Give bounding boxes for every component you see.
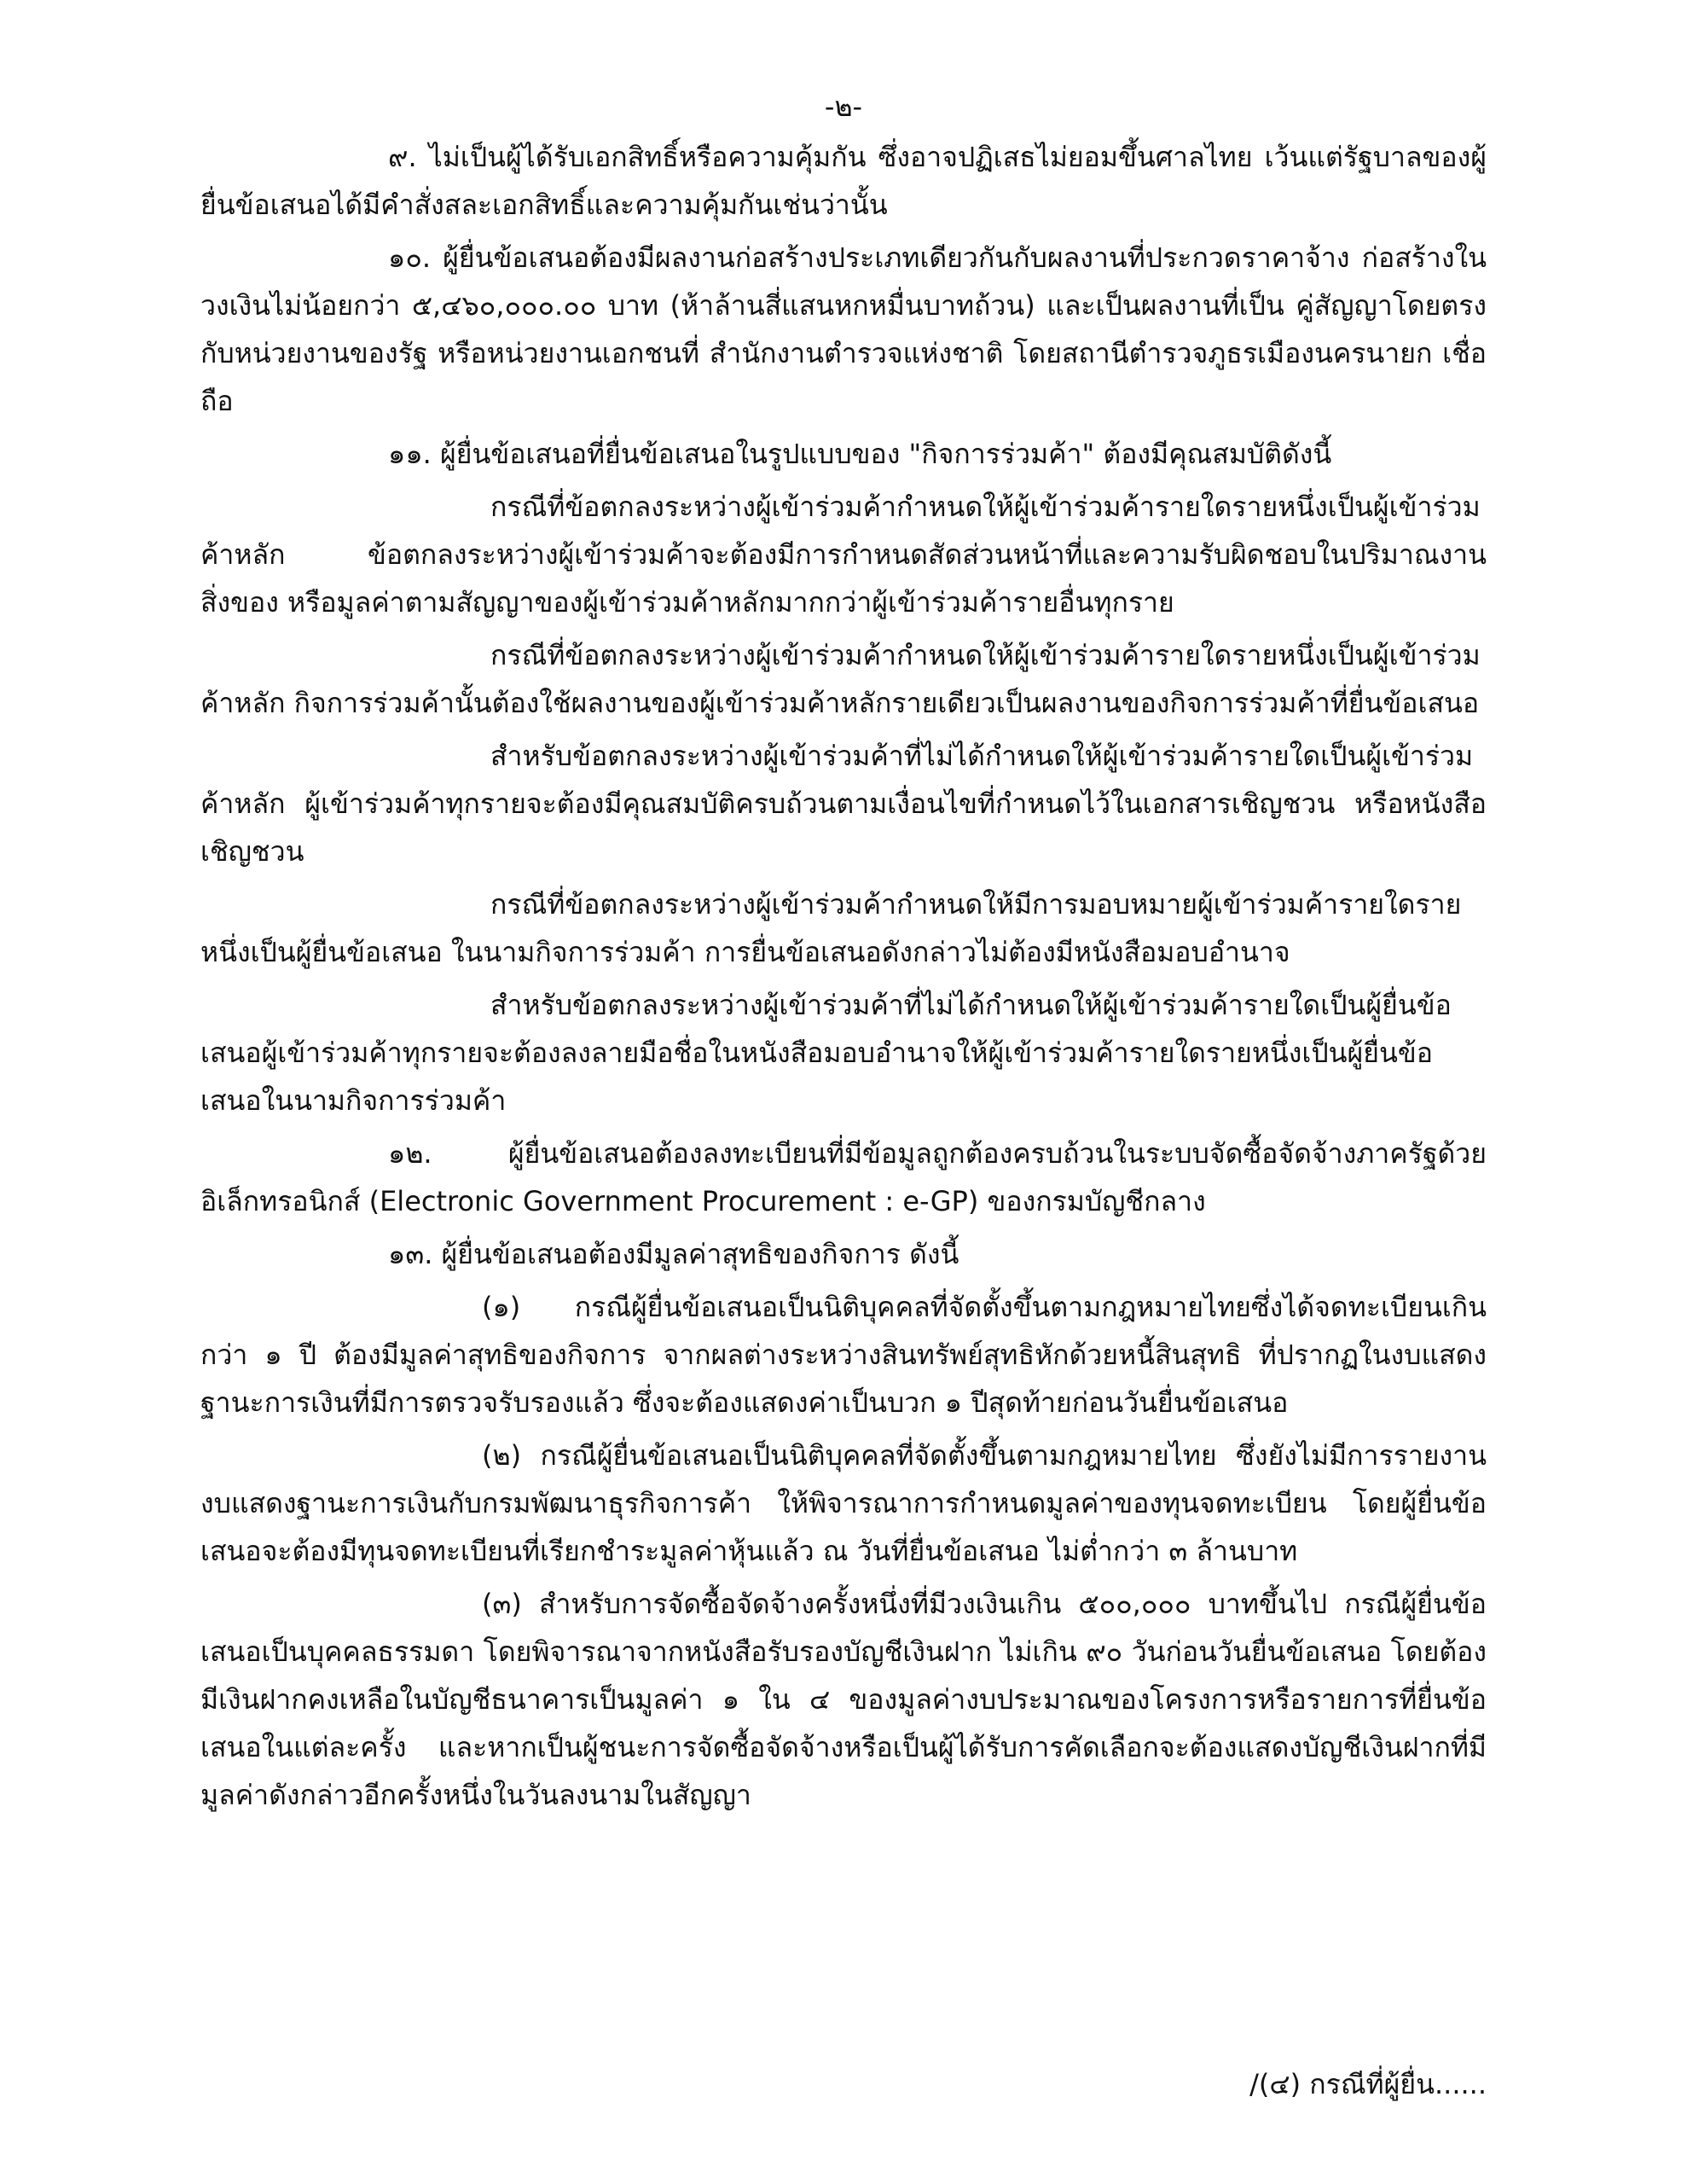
clause-11-case-assigned-bidder: กรณีที่ข้อตกลงระหว่างผู้เข้าร่วมค้ากำหนดให้มีการมอบหมายผู้เข้าร่วมค้ารายใดรายหนึ่งเป็นผู้ยื่นข้อเสนอ ในนามกิจการร่วมค้า การยื่นข้อเสนอดังกล่าวไม่ต้องมีหนังสือมอบอำนาจ	[200, 888, 1462, 968]
clause-13-item-3: (๓) สำหรับการจัดซื้อจัดจ้างครั้งหนึ่งที่มีวงเงินเกิน ๕๐๐,๐๐๐ บาทขึ้นไป กรณีผู้ยื่นข้อเสนอเป็นบุคคลธรรมดา โดยพิจารณาจากหนังสือรับรองบัญชีเงินฝาก ไม่เกิน ๙๐ วันก่อนวันยื่นข้อเสนอ โดยต้องมีเงินฝากคงเหลือในบัญชีธนาคารเป็นมูลค่า ๑ ใน ๔ ของมูลค่างบประมาณของโครงการหรือรายการที่ยื่นข้อเสนอในแต่ละครั้ง และหากเป็นผู้ชนะการจัดซื้อจัดจ้างหรือเป็นผู้ได้รับการคัดเลือกจะต้องแสดงบัญชีเงินฝากที่มีมูลค่าดังกล่าวอีกครั้งหนึ่งในวันลงนามในสัญญา	[200, 1588, 1487, 1811]
clause-10: ๑๐. ผู้ยื่นข้อเสนอต้องมีผลงานก่อสร้างประเภทเดียวกันกับผลงานที่ประกวดราคาจ้าง ก่อสร้างในวงเงินไม่น้อยกว่า ๕,๔๖๐,๐๐๐.๐๐ บาท (ห้าล้านสี่แสนหกหมื่นบาทถ้วน) และเป็นผลงานที่เป็น คู่สัญญาโดยตรงกับหน่วยงานของรัฐ หรือหน่วยงานเอกชนที่ สำนักงานตำรวจแห่งชาติ โดยสถานีตำรวจภูธรเมืองนครนายก เชื่อถือ	[200, 241, 1487, 417]
clause-11-case-lead-partner-responsibility: กรณีที่ข้อตกลงระหว่างผู้เข้าร่วมค้ากำหนดให้ผู้เข้าร่วมค้ารายใดรายหนึ่งเป็นผู้เข้าร่วมค้าหลัก ข้อตกลงระหว่างผู้เข้าร่วมค้าจะต้องมีการกำหนดสัดส่วนหน้าที่และความรับผิดชอบในปริมาณงาน สิ่งของ หรือมูลค่าตามสัญญาของผู้เข้าร่วมค้าหลักมากกว่าผู้เข้าร่วมค้ารายอื่นทุกราย	[200, 491, 1487, 619]
continuation-note: /(๔) กรณีที่ผู้ยื่น......	[1249, 2068, 1487, 2100]
clause-12: ๑๒. ผู้ยื่นข้อเสนอต้องลงทะเบียนที่มีข้อมูลถูกต้องครบถ้วนในระบบจัดซื้อจัดจ้างภาครัฐด้วยอิเล็กทรอนิกส์ (Electronic Government Procurement : e-GP) ของกรมบัญชีกลาง	[200, 1137, 1487, 1217]
clause-9: ๙. ไม่เป็นผู้ได้รับเอกสิทธิ์หรือความคุ้มกัน ซึ่งอาจปฏิเสธไม่ยอมขึ้นศาลไทย เว้นแต่รัฐบาลของผู้ยื่นข้อเสนอได้มีคำสั่งสละเอกสิทธิ์และความคุ้มกันเช่นว่านั้น	[200, 141, 1487, 221]
clause-11-case-no-lead-partner: สำหรับข้อตกลงระหว่างผู้เข้าร่วมค้าที่ไม่ได้กำหนดให้ผู้เข้าร่วมค้ารายใดเป็นผู้เข้าร่วมค้าหลัก ผู้เข้าร่วมค้าทุกรายจะต้องมีคุณสมบัติครบถ้วนตามเงื่อนไขที่กำหนดไว้ในเอกสารเชิญชวน หรือหนังสือเชิญชวน	[200, 740, 1487, 868]
clause-11: ๑๑. ผู้ยื่นข้อเสนอที่ยื่นข้อเสนอในรูปแบบของ "กิจการร่วมค้า" ต้องมีคุณสมบัติดังนี้	[388, 438, 1332, 470]
document-body	[200, 133, 1487, 1819]
clause-13-item-2: (๒) กรณีผู้ยื่นข้อเสนอเป็นนิติบุคคลที่จัดตั้งขึ้นตามกฎหมายไทย ซึ่งยังไม่มีการรายงานงบแสดงฐานะการเงินกับกรมพัฒนาธุรกิจการค้า ให้พิจารณาการกำหนดมูลค่าของทุนจดทะเบียน โดยผู้ยื่นข้อเสนอจะต้องมีทุนจดทะเบียนที่เรียกชำระมูลค่าหุ้นแล้ว ณ วันที่ยื่นข้อเสนอ ไม่ต่ำกว่า ๓ ล้านบาท	[200, 1439, 1487, 1567]
clause-13: ๑๓. ผู้ยื่นข้อเสนอต้องมีมูลค่าสุทธิของกิจการ ดังนี้	[388, 1238, 959, 1270]
page-number: -๒-	[824, 90, 863, 123]
clause-11-case-power-of-attorney: สำหรับข้อตกลงระหว่างผู้เข้าร่วมค้าที่ไม่ได้กำหนดให้ผู้เข้าร่วมค้ารายใดเป็นผู้ยื่นข้อเสนอผู้เข้าร่วมค้าทุกรายจะต้องลงลายมือชื่อในหนังสือมอบอำนาจให้ผู้เข้าร่วมค้ารายใดรายหนึ่งเป็นผู้ยื่นข้อเสนอในนามกิจการร่วมค้า	[200, 989, 1452, 1117]
clause-13-item-1: (๑) กรณีผู้ยื่นข้อเสนอเป็นนิติบุคคลที่จัดตั้งขึ้นตามกฎหมายไทยซึ่งได้จดทะเบียนเกินกว่า ๑ ปี ต้องมีมูลค่าสุทธิของกิจการ จากผลต่างระหว่างสินทรัพย์สุทธิหักด้วยหนี้สินสุทธิ ที่ปรากฏในงบแสดงฐานะการเงินที่มีการตรวจรับรองแล้ว ซึ่งจะต้องแสดงค่าเป็นบวก ๑ ปีสุดท้ายก่อนวันยื่นข้อเสนอ	[200, 1291, 1487, 1419]
clause-11-case-lead-partner-work: กรณีที่ข้อตกลงระหว่างผู้เข้าร่วมค้ากำหนดให้ผู้เข้าร่วมค้ารายใดรายหนึ่งเป็นผู้เข้าร่วมค้าหลัก กิจการร่วมค้านั้นต้องใช้ผลงานของผู้เข้าร่วมค้าหลักรายเดียวเป็นผลงานของกิจการร่วมค้าที่ยื่นข้อเสนอ	[200, 639, 1481, 719]
